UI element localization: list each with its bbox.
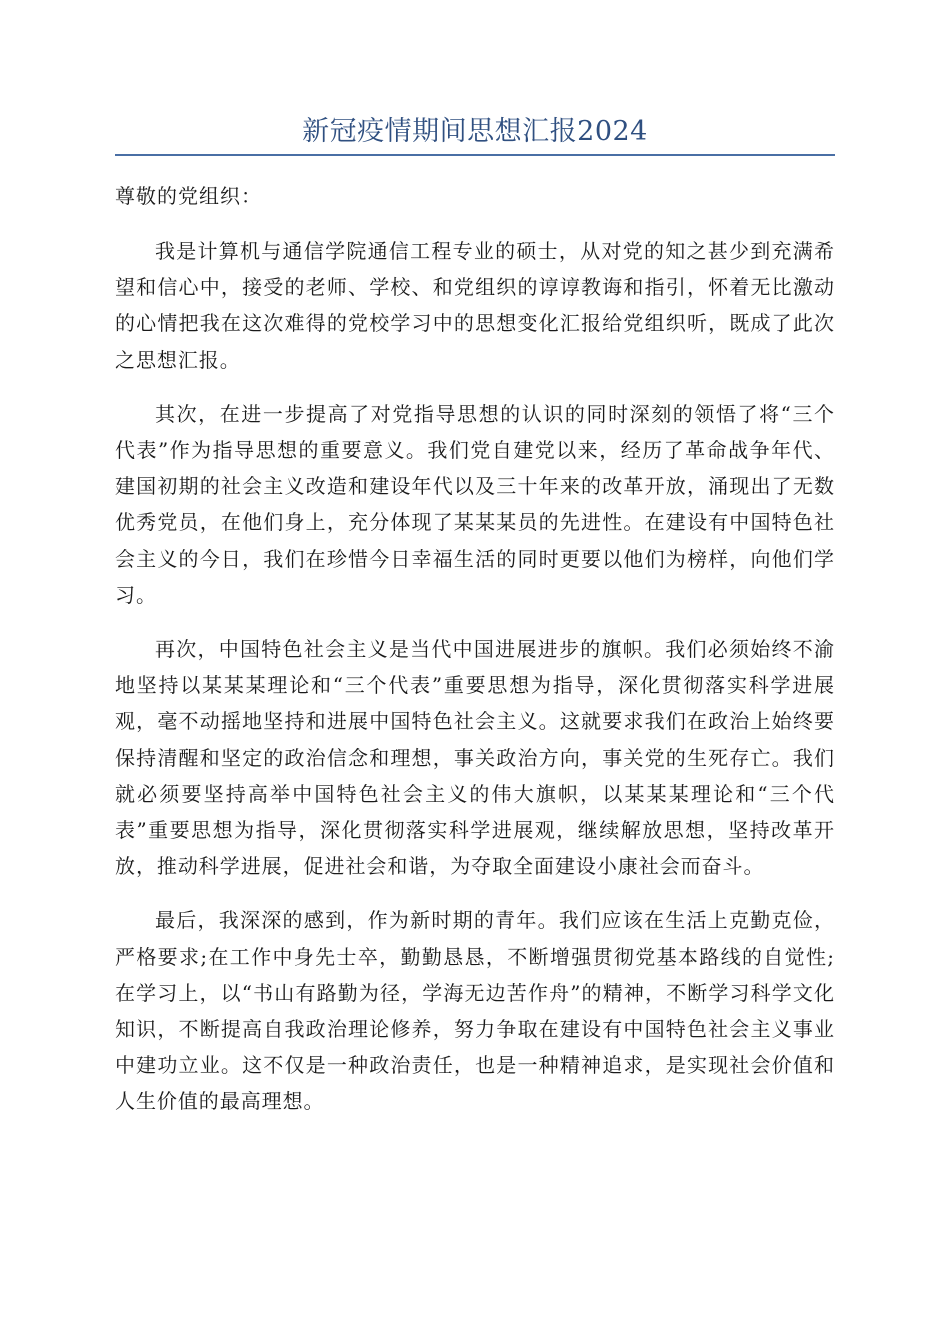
title-underline <box>115 154 835 156</box>
salutation: 尊敬的党组织： <box>115 184 262 208</box>
document-title: 新冠疫情期间思想汇报2024 <box>302 116 648 147</box>
paragraph: 最后，我深深的感到，作为新时期的青年。我们应该在生活上克勤克俭，严格要求;在工作中身先士卒，勤勤恳恳，不断增强贯彻党基本路线的自觉性;在学习上，以“书山有路勤为径，学海无边苦作舟”的精神，不断学习科学文化知识，不断提高自我政治理论修养，努力争取在建设有中国特色社会主义事业中建功立业。这不仅是一种政治责任，也是一种精神追求，是实现社会价值和人生价值的最高理想。 <box>115 908 835 1114</box>
paragraph: 我是计算机与通信学院通信工程专业的硕士，从对党的知之甚少到充满希望和信心中，接受的老师、学校、和党组织的谆谆教诲和指引，怀着无比激动的心情把我在这次难得的党校学习中的思想变化汇报给党组织听，既成了此次之思想汇报。 <box>115 239 835 372</box>
paragraph: 其次，在进一步提高了对党指导思想的认识的同时深刻的领悟了将“三个代表”作为指导思想的重要意义。我们党自建党以来，经历了革命战争年代、建国初期的社会主义改造和建设年代以及三十年来的改革开放，涌现出了无数优秀党员，在他们身上，充分体现了某某某员的先进性。在建设有中国特色社会主义的今日，我们在珍惜今日幸福生活的同时更要以他们为榜样，向他们学习。 <box>115 401 835 607</box>
paragraph: 再次，中国特色社会主义是当代中国进展进步的旗帜。我们必须始终不渝地坚持以某某某理论和“三个代表”重要思想为指导，深化贯彻落实科学进展观，毫不动摇地坚持和进展中国特色社会主义。这就要求我们在政治上始终要保持清醒和坚定的政治信念和理想，事关政治方向，事关党的生死存亡。我们就必须要坚持高举中国特色社会主义的伟大旗帜，以某某某理论和“三个代表”重要思想为指导，深化贯彻落实科学进展观，继续解放思想，坚持改革开放，推动科学进展，促进社会和谐，为夺取全面建设小康社会而奋斗。 <box>115 637 835 879</box>
document-body <box>115 233 835 1138</box>
